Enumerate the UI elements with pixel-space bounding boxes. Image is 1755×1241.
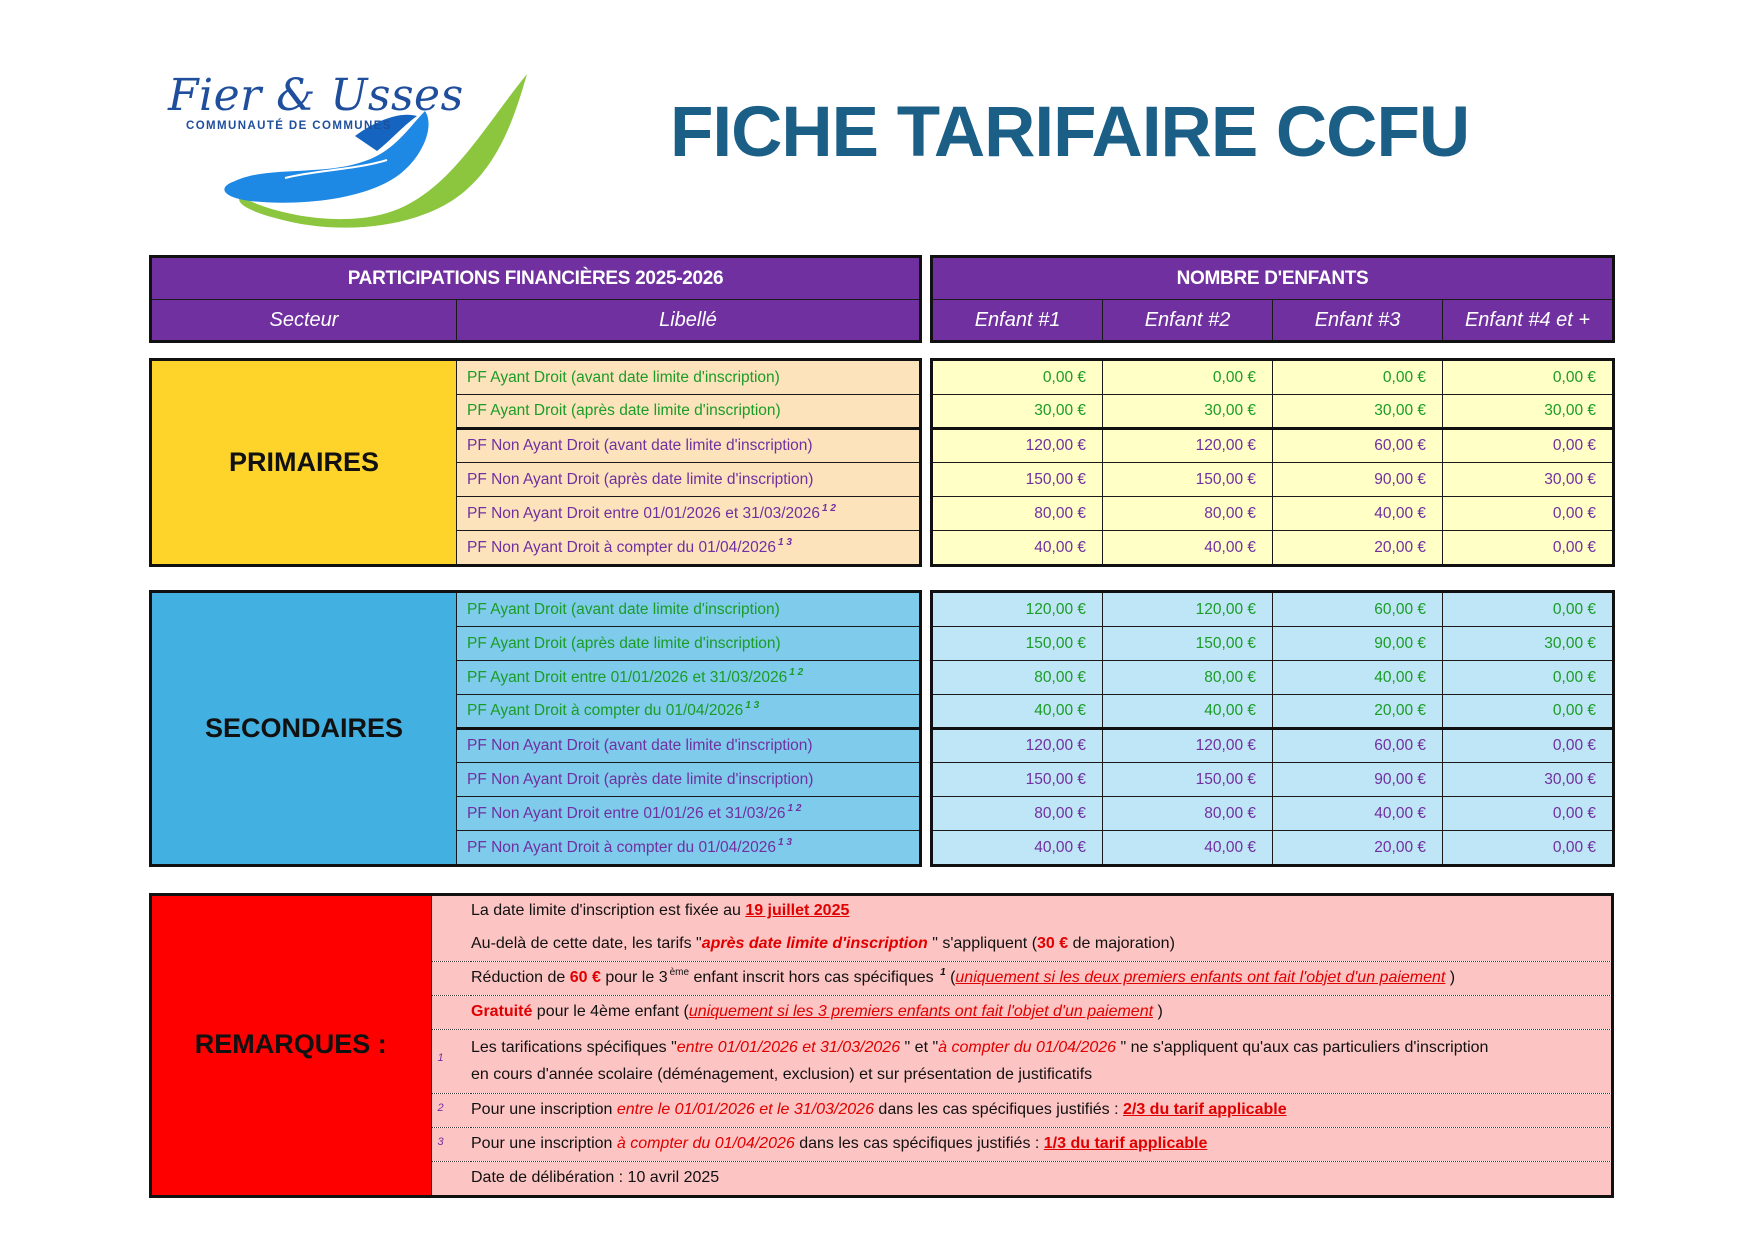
value-cell: 30,00 € bbox=[1443, 627, 1613, 661]
value-cell: 0,00 € bbox=[1443, 661, 1613, 695]
value-cell: 0,00 € bbox=[1273, 361, 1443, 395]
footnote-ref: 1 3 bbox=[745, 700, 760, 711]
footnote-1-marker: 1 bbox=[431, 1029, 471, 1093]
value-cell: 0,00 € bbox=[1443, 797, 1613, 831]
value-cell: 0,00 € bbox=[1443, 361, 1613, 395]
value-cell: 20,00 € bbox=[1273, 831, 1443, 865]
row-label: PF Ayant Droit (avant date limite d'inscription) bbox=[457, 593, 920, 627]
footnote-ref: 1 2 bbox=[822, 502, 836, 514]
footnote-2-marker: 2 bbox=[431, 1093, 471, 1127]
table-row bbox=[933, 695, 1613, 729]
right-header-title: NOMBRE D'ENFANTS bbox=[933, 258, 1613, 300]
value-cell: 30,00 € bbox=[1443, 763, 1613, 797]
value-cell: 90,00 € bbox=[1273, 763, 1443, 797]
remark-gratuite-4e-enfant: Gratuité pour le 4ème enfant (uniquement si les 3 premiers enfants ont fait l'objet d'un paiement ) bbox=[471, 995, 1612, 1029]
row-label: PF Non Ayant Droit entre 01/01/2026 et 31/03/2026 $^{1 2}$ bbox=[457, 497, 920, 531]
table-row bbox=[933, 729, 1613, 763]
value-cell: 20,00 € bbox=[1273, 531, 1443, 565]
row-label: PF Non Ayant Droit à compter du 01/04/2026 $^{1 3}$ bbox=[457, 831, 920, 865]
value-cell: 80,00 € bbox=[933, 797, 1103, 831]
col-header-libelle: Libellé bbox=[457, 300, 920, 341]
value-cell: 60,00 € bbox=[1273, 429, 1443, 463]
value-cell: 40,00 € bbox=[1273, 797, 1443, 831]
remarques-label: REMARQUES : bbox=[151, 895, 431, 1195]
value-cell: 150,00 € bbox=[1103, 763, 1273, 797]
value-cell: 20,00 € bbox=[1273, 695, 1443, 729]
remark-tarifications-specifiques: Les tarifications spécifiques "entre 01/01/2026 et 31/03/2026 " et "à compter du 01/04/2026 " ne s'appliquent qu'aux cas particuliers d'inscription en cours d'année scolaire (déménagement, exclusion) et sur présentation de justificatifs bbox=[471, 1029, 1612, 1093]
footnote-ref: 1 2 bbox=[789, 666, 804, 678]
value-cell: 80,00 € bbox=[933, 497, 1103, 531]
value-cell: 80,00 € bbox=[1103, 497, 1273, 531]
value-cell: 120,00 € bbox=[933, 593, 1103, 627]
value-cell: 0,00 € bbox=[1443, 593, 1613, 627]
table-row bbox=[933, 395, 1613, 429]
table-row bbox=[933, 463, 1613, 497]
value-cell: 80,00 € bbox=[933, 661, 1103, 695]
table-row bbox=[152, 361, 920, 395]
remark-majoration: Au-delà de cette date, les tarifs "après date limite d'inscription " s'appliquent (30 € de majoration) bbox=[471, 927, 1612, 961]
value-cell: 80,00 € bbox=[1103, 661, 1273, 695]
value-cell: 90,00 € bbox=[1273, 463, 1443, 497]
footnote-ref: 1 3 bbox=[778, 836, 792, 848]
table-row bbox=[933, 831, 1613, 865]
value-cell: 150,00 € bbox=[1103, 627, 1273, 661]
table-row bbox=[933, 797, 1613, 831]
page-title: FICHE TARIFAIRE CCFU bbox=[670, 93, 1470, 172]
value-cell: 80,00 € bbox=[1103, 797, 1273, 831]
table-row bbox=[933, 627, 1613, 661]
col-header-secteur: Secteur bbox=[152, 300, 457, 341]
col-header-enfant-3: Enfant #3 bbox=[1273, 300, 1443, 341]
col-header-enfant-1: Enfant #1 bbox=[933, 300, 1103, 341]
row-label: PF Ayant Droit (après date limite d'inscription) bbox=[457, 395, 920, 429]
row-label: PF Non Ayant Droit à compter du 01/04/2026 $^{1 3}$ bbox=[457, 531, 920, 565]
value-cell: 30,00 € bbox=[933, 395, 1103, 429]
primaires-values-table bbox=[932, 360, 1613, 565]
row-label: PF Non Ayant Droit (avant date limite d'inscription) bbox=[457, 729, 920, 763]
secondaires-values-table bbox=[932, 592, 1613, 865]
value-cell: 150,00 € bbox=[933, 463, 1103, 497]
value-cell: 0,00 € bbox=[1443, 497, 1613, 531]
value-cell: 40,00 € bbox=[1273, 661, 1443, 695]
col-header-enfant-4-plus: Enfant #4 et + bbox=[1443, 300, 1613, 341]
value-cell: 30,00 € bbox=[1443, 395, 1613, 429]
row-label: PF Non Ayant Droit entre 01/01/26 et 31/03/26 $^{1 2}$ bbox=[457, 797, 920, 831]
value-cell: 0,00 € bbox=[1443, 729, 1613, 763]
row-label: PF Ayant Droit à compter du 01/04/2026 $^{1 3}$ bbox=[457, 695, 920, 729]
left-header-title: PARTICIPATIONS FINANCIÈRES 2025-2026 bbox=[152, 258, 920, 300]
value-cell: 40,00 € bbox=[1103, 695, 1273, 729]
value-cell: 120,00 € bbox=[933, 729, 1103, 763]
row-label: PF Non Ayant Droit (après date limite d'inscription) bbox=[457, 763, 920, 797]
table-row bbox=[933, 763, 1613, 797]
value-cell: 40,00 € bbox=[1273, 497, 1443, 531]
value-cell: 40,00 € bbox=[933, 831, 1103, 865]
row-label: PF Non Ayant Droit (après date limite d'inscription) bbox=[457, 463, 920, 497]
row-label: PF Ayant Droit (après date limite d'inscription) bbox=[457, 627, 920, 661]
logo-name: Fier & Usses bbox=[168, 70, 464, 121]
footnote-ref: 1 2 bbox=[787, 802, 802, 814]
remark-2-tiers: Pour une inscription entre le 01/01/2026 et le 31/03/2026 dans les cas spécifiques justifiés : 2/3 du tarif applicable bbox=[471, 1093, 1612, 1127]
value-cell: 60,00 € bbox=[1273, 729, 1443, 763]
row-label: PF Non Ayant Droit (avant date limite d'inscription) bbox=[457, 429, 920, 463]
row-label: PF Ayant Droit (avant date limite d'inscription) bbox=[457, 361, 920, 395]
value-cell: 120,00 € bbox=[1103, 729, 1273, 763]
remarques-table bbox=[151, 895, 1612, 1196]
right-header-table bbox=[932, 257, 1613, 341]
value-cell: 120,00 € bbox=[1103, 593, 1273, 627]
value-cell: 40,00 € bbox=[933, 695, 1103, 729]
value-cell: 60,00 € bbox=[1273, 593, 1443, 627]
value-cell: 30,00 € bbox=[1443, 463, 1613, 497]
table-row bbox=[933, 361, 1613, 395]
value-cell: 0,00 € bbox=[1443, 831, 1613, 865]
value-cell: 150,00 € bbox=[933, 763, 1103, 797]
table-row bbox=[933, 497, 1613, 531]
primaires-labels-table bbox=[151, 360, 920, 565]
secondaires-labels-table bbox=[151, 592, 920, 865]
table-row bbox=[152, 593, 920, 627]
footnote-ref: 1 3 bbox=[778, 536, 792, 548]
value-cell: 0,00 € bbox=[1443, 531, 1613, 565]
value-cell: 40,00 € bbox=[1103, 831, 1273, 865]
value-cell: 0,00 € bbox=[933, 361, 1103, 395]
value-cell: 0,00 € bbox=[1443, 429, 1613, 463]
remark-reduction-3e-enfant: Réduction de 60 € pour le 3 $^{ème}$ enfant inscrit hors cas spécifiques $^1$ (uniquement si les deux premiers enfants ont fait l'objet d'un paiement ) bbox=[471, 961, 1612, 995]
table-row bbox=[933, 531, 1613, 565]
remark-date-deliberation: Date de délibération : 10 avril 2025 bbox=[471, 1161, 1612, 1195]
col-header-enfant-2: Enfant #2 bbox=[1103, 300, 1273, 341]
logo-subtitle: COMMUNAUTÉ DE COMMUNES bbox=[186, 120, 392, 132]
footnote-3-marker: 3 bbox=[431, 1127, 471, 1161]
value-cell: 40,00 € bbox=[933, 531, 1103, 565]
left-header-table bbox=[151, 257, 920, 341]
sector-secondaires: SECONDAIRES bbox=[152, 593, 457, 865]
remark-1-tiers: Pour une inscription à compter du 01/04/2026 dans les cas spécifiques justifiés : 1/3 du tarif applicable bbox=[471, 1127, 1612, 1161]
sector-primaires: PRIMAIRES bbox=[152, 361, 457, 565]
table-row bbox=[933, 593, 1613, 627]
value-cell: 0,00 € bbox=[1443, 695, 1613, 729]
value-cell: 90,00 € bbox=[1273, 627, 1443, 661]
row-label: PF Ayant Droit entre 01/01/2026 et 31/03/2026 $^{1 2}$ bbox=[457, 661, 920, 695]
value-cell: 0,00 € bbox=[1103, 361, 1273, 395]
value-cell: 150,00 € bbox=[933, 627, 1103, 661]
value-cell: 30,00 € bbox=[1273, 395, 1443, 429]
table-row bbox=[933, 429, 1613, 463]
value-cell: 40,00 € bbox=[1103, 531, 1273, 565]
value-cell: 150,00 € bbox=[1103, 463, 1273, 497]
value-cell: 120,00 € bbox=[1103, 429, 1273, 463]
value-cell: 30,00 € bbox=[1103, 395, 1273, 429]
value-cell: 120,00 € bbox=[933, 429, 1103, 463]
remark-date-limite: La date limite d'inscription est fixée au 19 juillet 2025 bbox=[471, 895, 1612, 927]
table-row bbox=[933, 661, 1613, 695]
